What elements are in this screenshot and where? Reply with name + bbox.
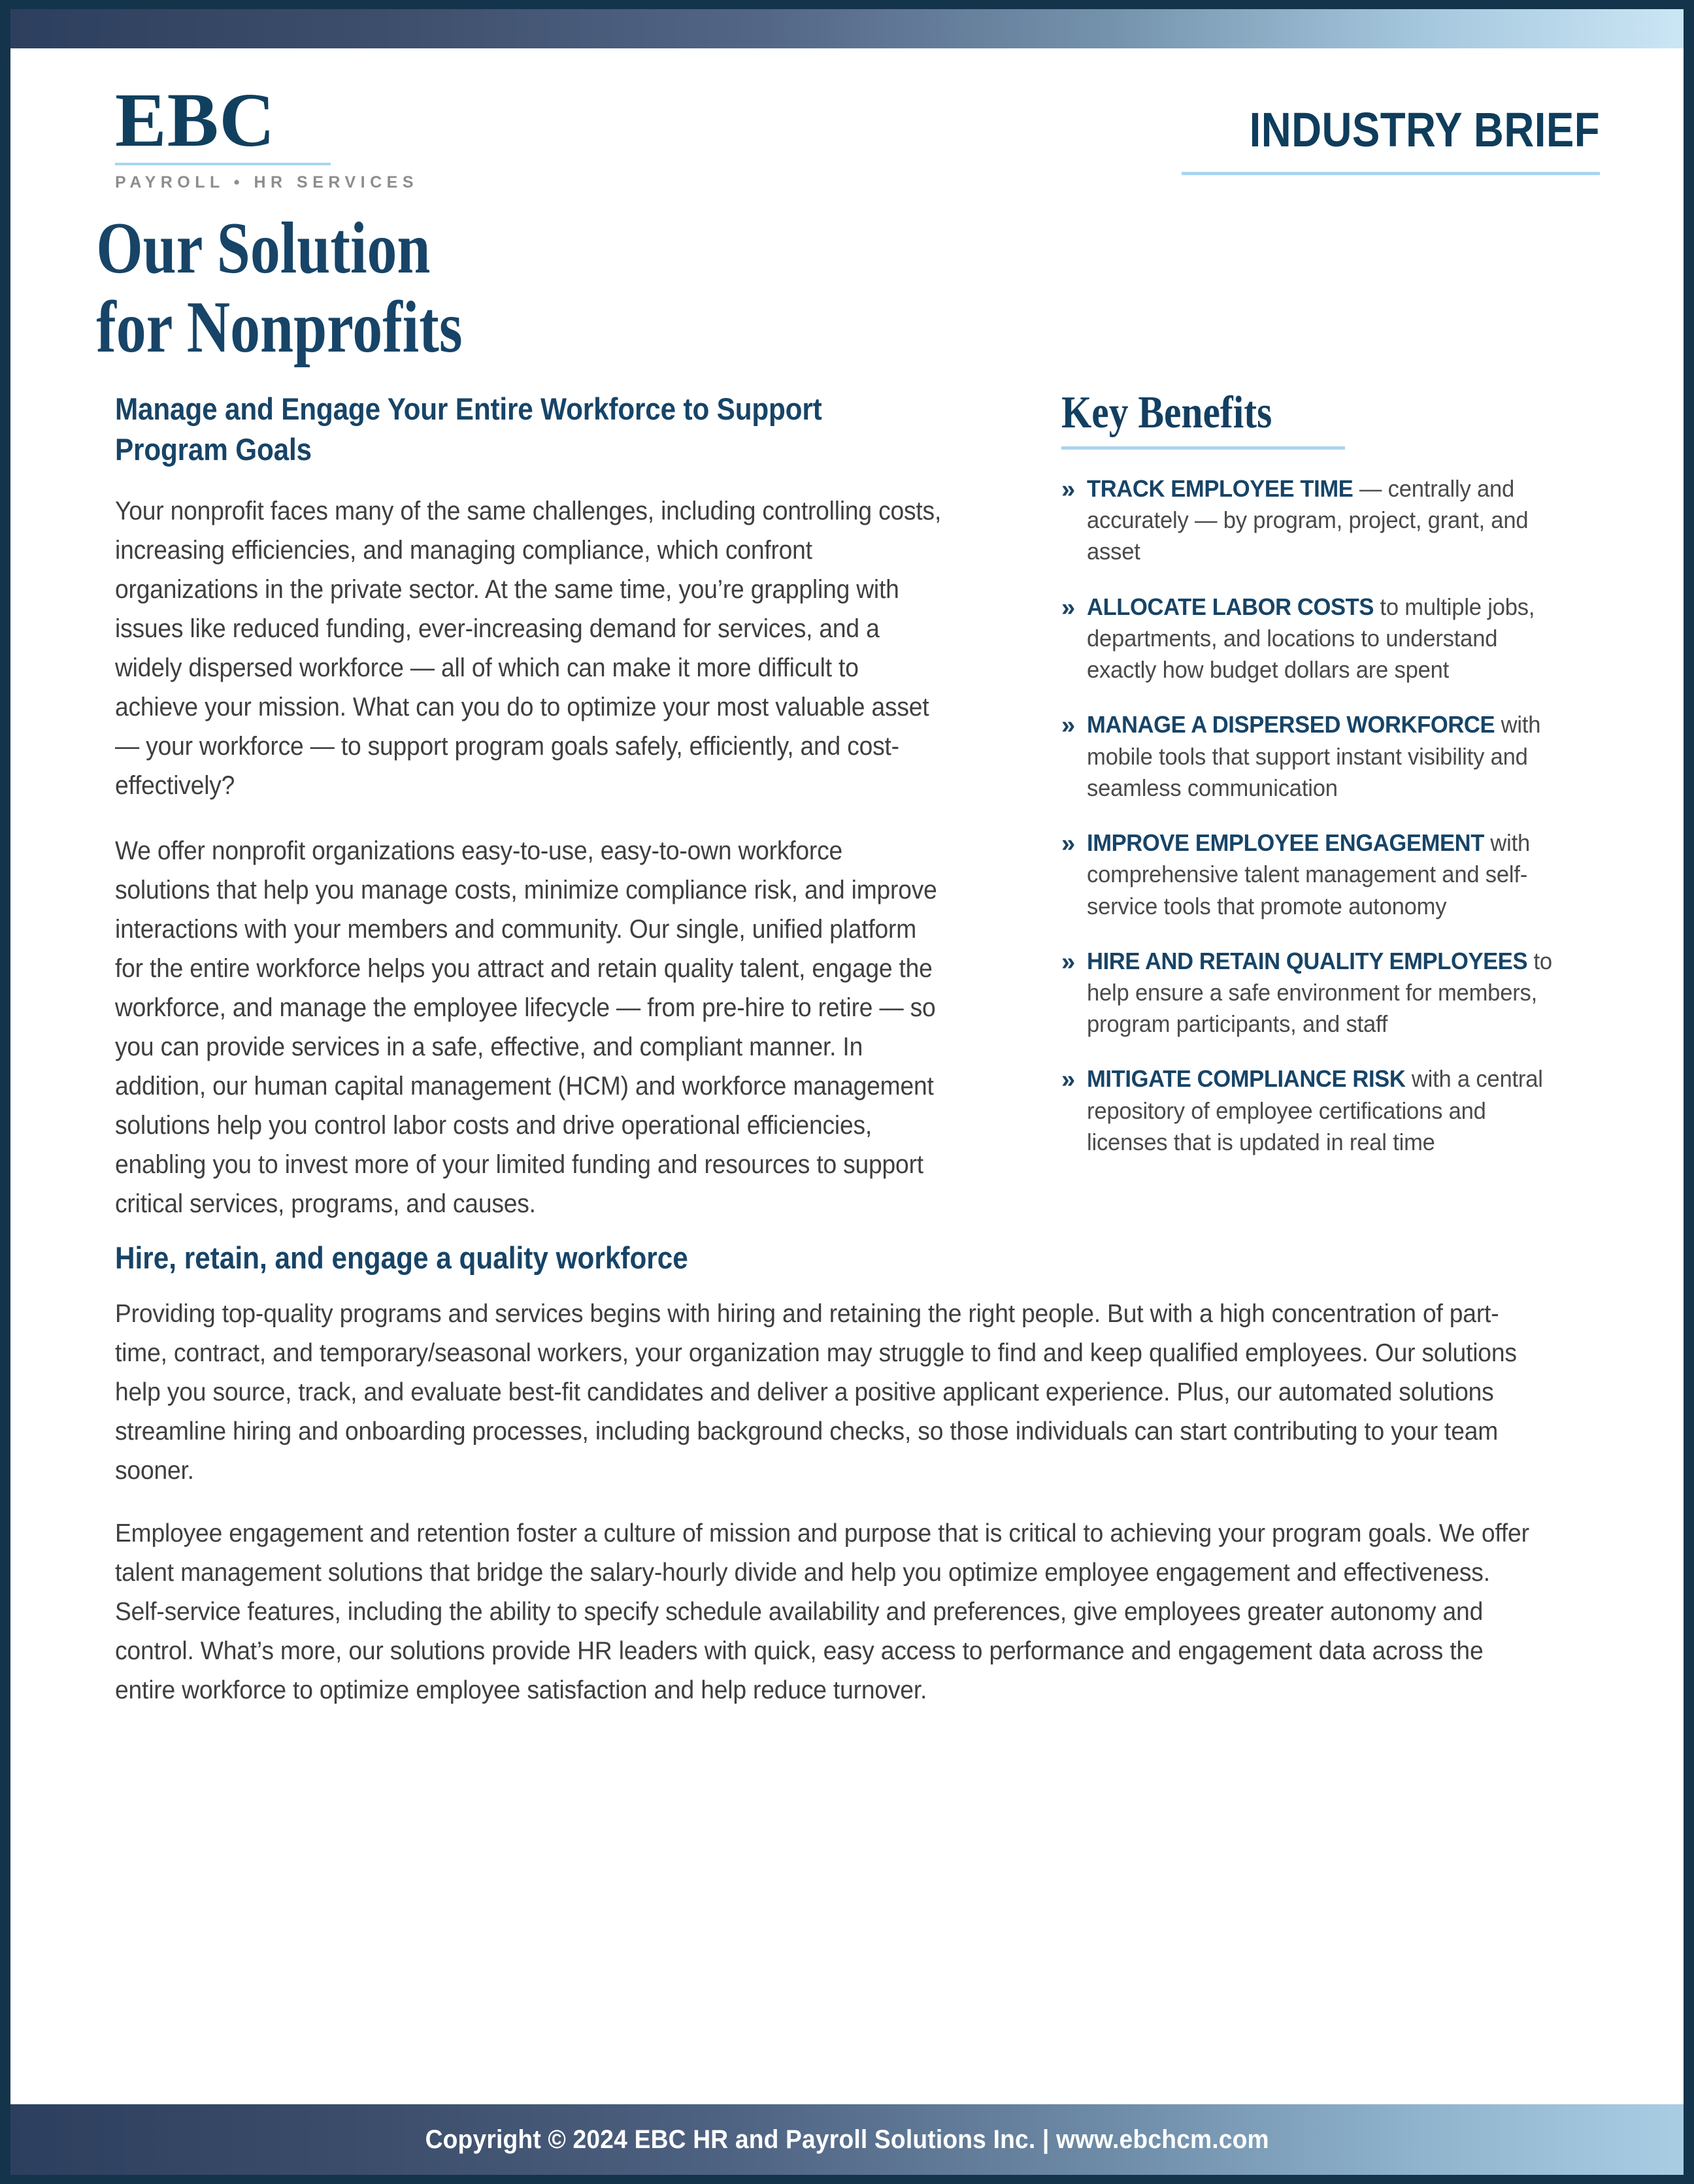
footer-copyright: Copyright © 2024 EBC HR and Payroll Solutions Inc. | www.ebchcm.com	[425, 2125, 1269, 2154]
list-item	[1061, 946, 1584, 1040]
key-benefit-text	[1087, 473, 1564, 568]
key-benefit-rest: — centrally and accurately — by program, project, grant, and asset	[1087, 474, 1529, 565]
chevron-double-right-icon: »	[1061, 475, 1076, 503]
document-footer	[10, 2104, 1684, 2175]
key-benefit-lead: MITIGATE COMPLIANCE RISK	[1087, 1065, 1406, 1093]
key-benefit-rest: with a central repository of employee certifications and licenses that is updated in real time	[1087, 1065, 1543, 1155]
chevron-double-right-icon: »	[1061, 1066, 1076, 1094]
industry-brief-label-block	[1182, 85, 1600, 175]
page-title-line1: Our Solution	[96, 207, 431, 289]
page-title	[10, 192, 1382, 367]
left-column-paragraph-1: Your nonprofit faces many of the same challenges, including controlling costs, increasing efficiencies, and managing compliance, which confront organizations in the private sector. At the same time, you’re grappling with issues like reduced funding, ever-increasing demand for services, and a widely dispersed workforce — all of which can make it more difficult to achieve your mission. What can you do to optimize your most valuable asset — your workforce — to support program goals safely, efficiently, and cost-effectively?	[115, 496, 942, 800]
key-benefits-list	[1061, 473, 1584, 1158]
key-benefit-text	[1087, 1063, 1564, 1158]
logo-tagline: PAYROLL • HR SERVICES	[115, 173, 419, 191]
full-width-section	[10, 1223, 1684, 2104]
key-benefit-text	[1087, 591, 1564, 686]
section2-paragraph-1: Providing top-quality programs and services begins with hiring and retaining the right people. But with a high concentration of part-time, contract, and temporary/seasonal workers, your organization may struggle to find and keep qualified employees. Our solutions help you source, track, and evaluate best-fit candidates and deliver a positive applicant experience. Plus, our automated solutions streamline hiring and onboarding processes, including background checks, so those individuals can start contributing to your team sooner.	[115, 1299, 1517, 1485]
logo-wordmark: EBC	[115, 77, 276, 163]
page-sheet	[10, 9, 1684, 2175]
list-item	[1061, 827, 1584, 922]
section-heading-hire-retain: Hire, retain, and engage a quality workforce	[115, 1240, 688, 1275]
key-benefit-lead: TRACK EMPLOYEE TIME	[1087, 474, 1354, 502]
list-item	[1061, 709, 1584, 804]
page-title-line2: for Nonprofits	[96, 286, 463, 368]
industry-brief-underline	[1182, 172, 1600, 175]
chevron-double-right-icon: »	[1061, 830, 1076, 858]
key-benefit-text	[1087, 827, 1564, 922]
chevron-double-right-icon: »	[1061, 712, 1076, 740]
ebc-logo	[115, 77, 419, 192]
list-item	[1061, 1063, 1584, 1158]
key-benefit-lead: HIRE AND RETAIN QUALITY EMPLOYEES	[1087, 947, 1528, 974]
key-benefit-rest: to multiple jobs, departments, and locations to understand exactly how budget dollars are spent	[1087, 593, 1535, 684]
key-benefit-text	[1087, 709, 1564, 804]
key-benefit-lead: IMPROVE EMPLOYEE ENGAGEMENT	[1087, 829, 1485, 857]
left-column	[115, 389, 1004, 1223]
two-column-area	[10, 367, 1684, 1223]
industry-brief-label: INDUSTRY BRIEF	[1249, 103, 1600, 157]
document-header	[10, 48, 1684, 192]
left-column-paragraph-2: We offer nonprofit organizations easy-to-use, easy-to-own workforce solutions that help you manage costs, minimize compliance risk, and improve interactions with your members and community. Our single, unified platform for the entire workforce helps you attract and retain quality talent, engage the workforce, and manage the employee lifecycle — from pre-hire to retire — so you can provide services in a safe, effective, and compliant manner. In addition, our human capital management (HCM) and workforce management solutions help you control labor costs and drive operational efficiencies, enabling you to invest more of your limited funding and resources to support critical services, programs, and causes.	[115, 836, 937, 1218]
key-benefit-rest: to help ensure a safe environment for members, program participants, and staff	[1087, 947, 1553, 1038]
key-benefit-rest: with mobile tools that support instant visibility and seamless communication	[1087, 711, 1541, 801]
key-benefits-sidebar	[1061, 389, 1584, 1223]
left-column-subheading: Manage and Engage Your Entire Workforce to Support Program Goals	[115, 391, 822, 467]
key-benefit-lead: MANAGE A DISPERSED WORKFORCE	[1087, 711, 1495, 738]
section2-paragraph-2: Employee engagement and retention foster a culture of mission and purpose that is critical to achieving your program goals. We offer talent management solutions that bridge the salary-hourly divide and help you optimize employee engagement and effectiveness. Self-service features, including the ability to specify schedule availability and preferences, give employees greater autonomy and control. What’s more, our solutions provide HR leaders with quick, easy access to performance and engagement data across the entire workforce to optimize employee satisfaction and help reduce turnover.	[115, 1519, 1529, 1705]
logo-divider-rule	[115, 163, 331, 165]
chevron-double-right-icon: »	[1061, 948, 1076, 976]
key-benefit-rest: with comprehensive talent management and self-service tools that promote autonomy	[1087, 829, 1531, 919]
chevron-double-right-icon: »	[1061, 593, 1076, 621]
key-benefit-lead: ALLOCATE LABOR COSTS	[1087, 593, 1374, 620]
key-benefits-underline	[1061, 446, 1345, 450]
list-item	[1061, 473, 1584, 568]
list-item	[1061, 591, 1584, 686]
key-benefit-text	[1087, 946, 1564, 1040]
key-benefits-heading: Key Benefits	[1061, 388, 1272, 438]
top-gradient-band	[10, 9, 1684, 48]
